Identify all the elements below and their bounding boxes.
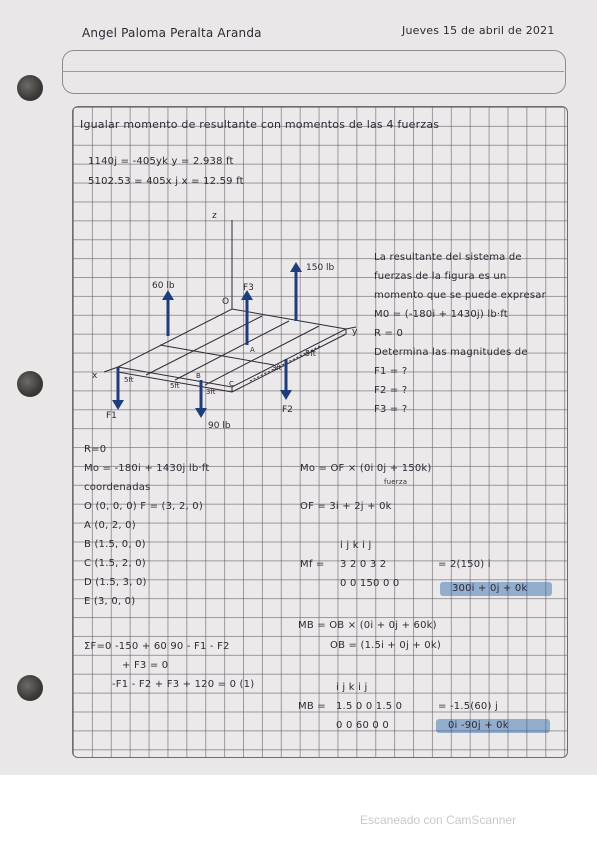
point-label: B	[196, 372, 201, 380]
force-150-label: 150 lb	[306, 263, 335, 273]
axis-z-label: z	[212, 211, 217, 221]
highlighted-result: 0i -90j + 0k	[448, 720, 509, 731]
sum-line: + F3 = 0	[122, 660, 169, 671]
origin-label: O	[222, 297, 230, 307]
dimension-label: 5ft	[170, 382, 180, 390]
equation-line: 5102.53 = 405x j x = 12.59 ft	[88, 176, 244, 187]
note-line: F3 = ?	[374, 404, 408, 415]
determinant-row: i j k i j	[336, 682, 368, 693]
dimension-label: 3ft	[272, 364, 282, 372]
determinant-label: Mf =	[300, 559, 325, 570]
solution-line: coordenadas	[84, 482, 151, 493]
moment-sub: fuerza	[384, 478, 408, 486]
determinant-label: MB =	[298, 701, 326, 712]
solution-line: R=0	[84, 444, 107, 455]
problem-title: Igualar momento de resultante con momentos de las 4 fuerzas	[80, 118, 440, 131]
force-f3-label: F3	[243, 283, 254, 293]
solution-line: A (0, 2, 0)	[84, 520, 136, 531]
student-name: Angel Paloma Peralta Aranda	[82, 26, 262, 40]
note-line: fuerzas de la figura es un	[374, 271, 507, 282]
note-line: R = 0	[374, 328, 404, 339]
note-line: F1 = ?	[374, 366, 408, 377]
solution-line: C (1.5, 2, 0)	[84, 558, 146, 569]
determinant-row: 1.5 0 0 1.5 0	[336, 701, 403, 712]
force-f1-label: F1	[106, 411, 117, 421]
vector-line: OF = 3i + 2j + 0k	[300, 501, 392, 512]
solution-line: D (1.5, 3, 0)	[84, 577, 147, 588]
point-label: C	[229, 380, 234, 388]
determinant-row: 0 0 60 0 0	[336, 720, 389, 731]
note-line: momento que se puede expresar	[374, 290, 546, 301]
dimension-label: 5ft	[124, 376, 134, 384]
solution-line: Mo = -180i + 1430j lb·ft	[84, 463, 210, 474]
sum-line: ΣF=0 -150 + 60 90 - F1 - F2	[84, 641, 230, 652]
highlighted-result: 300i + 0j + 0k	[452, 583, 528, 594]
note-line: La resultante del sistema de	[374, 252, 522, 263]
dimension-label: 5ft	[305, 349, 316, 358]
axis-x-label: x	[92, 371, 98, 381]
solution-line: E (3, 0, 0)	[84, 596, 136, 607]
determinant-row: 0 0 150 0 0	[340, 578, 400, 589]
determinant-row: i j k i j	[340, 540, 372, 551]
determinant-row: 3 2 0 3 2	[340, 559, 387, 570]
vector-line: OB = (1.5i + 0j + 0k)	[330, 640, 441, 651]
determinant-result: = -1.5(60) j	[438, 701, 498, 712]
note-line: Determina las magnitudes de	[374, 347, 528, 358]
point-label: A	[250, 346, 255, 354]
solution-line: B (1.5, 0, 0)	[84, 539, 146, 550]
date: Jueves 15 de abril de 2021	[402, 24, 555, 37]
moment-line: MB = OB × (0i + 0j + 60k)	[298, 620, 437, 631]
dimension-label: 3ft	[206, 388, 216, 396]
force-90-label: 90 lb	[208, 421, 231, 431]
note-line: M0 = (-180i + 1430j) lb·ft	[374, 309, 508, 320]
determinant-result: = 2(150) i	[438, 559, 491, 570]
note-line: F2 = ?	[374, 385, 408, 396]
force-60-label: 60 lb	[152, 281, 175, 291]
sum-line: -F1 - F2 + F3 + 120 = 0 (1)	[112, 679, 255, 690]
axis-y-label: y	[352, 327, 358, 337]
equation-line: 1140j = -405yk y = 2.938 ft	[88, 156, 234, 167]
moment-line: Mo = OF × (0i 0j + 150k)	[300, 463, 432, 474]
force-f2-label: F2	[282, 405, 293, 415]
camscanner-watermark: Escaneado con CamScanner	[360, 813, 517, 827]
solution-line: O (0, 0, 0) F = (3, 2, 0)	[84, 501, 203, 512]
